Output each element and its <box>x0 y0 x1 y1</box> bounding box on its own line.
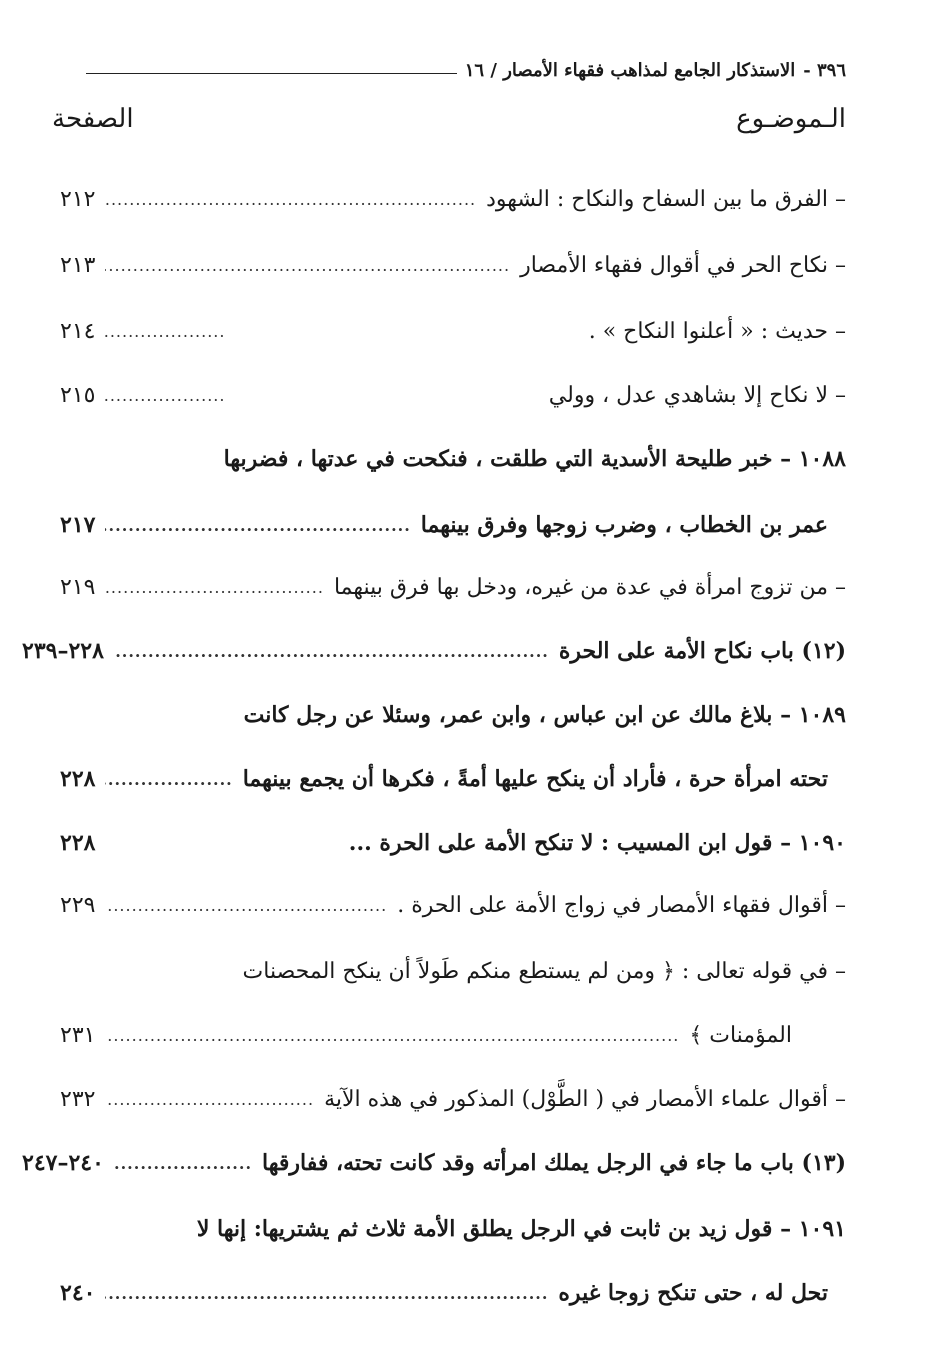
toc-entry <box>60 566 846 608</box>
toc-chapter <box>22 1142 846 1184</box>
header-rule <box>86 73 457 74</box>
topic-column-heading: الـموضـوع <box>736 104 846 134</box>
toc-entry <box>60 884 846 926</box>
entry-text: ١٠٩١ – قول زيد بن ثابت في الرجل يطلق الأمة ثلاث ثم يشتريها: إنها لا <box>196 1216 846 1242</box>
entry-text: – لا نكاح إلا بشاهدي عدل ، وولي <box>548 382 846 408</box>
toc-entry-numbered <box>60 694 846 736</box>
entry-page: ٢٣١ <box>60 1022 96 1048</box>
entry-text: ١٠٩٠ – قول ابن المسيب : لا تنكح الأمة على الحرة ... <box>348 830 846 856</box>
chapter-title: (١٢) باب نكاح الأمة على الحرة <box>558 638 846 664</box>
toc-entry <box>60 950 846 992</box>
entry-text: – حديث : « أعلنوا النكاح » . <box>588 318 846 344</box>
entry-page: ٢١٢ <box>60 186 96 212</box>
entry-page: ٢١٩ <box>60 574 96 600</box>
toc-chapter <box>22 630 846 672</box>
entry-page: ٢١٥ <box>60 382 96 408</box>
entry-text: – أقوال علماء الأمصار في ( الطَّوْل) المذكور في هذه الآية <box>324 1086 846 1112</box>
toc-entry-numbered <box>60 822 846 864</box>
entry-page: ٢٣٢ <box>60 1086 96 1112</box>
toc-entry-continuation <box>60 504 846 546</box>
entry-page: ٢٢٨ <box>60 830 96 856</box>
toc-entry-continuation <box>60 1014 846 1056</box>
toc-entry <box>60 244 846 286</box>
entry-text: – من تزوج امرأة في عدة من غيره، ودخل بها فرق بينهما <box>333 574 846 600</box>
entry-text: – أقوال فقهاء الأمصار في زواج الأمة على الحرة . <box>397 892 846 918</box>
entry-page: ٢٢٨ <box>60 766 96 792</box>
leader-dots <box>105 578 323 597</box>
entry-page: ٢٤٠ <box>60 1280 96 1306</box>
toc-entry-continuation <box>60 758 846 800</box>
entry-page: ٢١٣ <box>60 252 96 278</box>
toc-entry-continuation <box>60 1272 846 1314</box>
leader-dots <box>105 386 225 405</box>
leader-dots <box>105 256 510 275</box>
leader-dots <box>105 1284 548 1303</box>
entry-text: عمر بن الخطاب ، وضرب زوجها وفرق بينهما <box>420 512 828 538</box>
entry-page: ٢١٧ <box>60 512 96 538</box>
leader-dots <box>105 1026 679 1045</box>
entry-text: – نكاح الحر في أقوال فقهاء الأمصار <box>520 252 846 278</box>
running-header <box>86 60 846 81</box>
entry-text: تحل له ، حتى تنكح زوجا غيره <box>558 1280 828 1306</box>
entry-text: ١٠٨٩ – بلاغ مالك عن ابن عباس ، وابن عمر، وسئلا عن رجل كانت <box>243 702 846 728</box>
leader-dots <box>105 322 225 341</box>
leader-dots <box>105 896 387 915</box>
chapter-page-range: ٢٤٠–٢٤٧ <box>22 1150 104 1176</box>
toc-entry <box>60 1078 846 1120</box>
leader-dots <box>105 770 232 789</box>
leader-dots <box>105 1090 314 1109</box>
toc-entry <box>60 374 846 416</box>
chapter-page-range: ٢٢٨–٢٣٩ <box>22 638 104 664</box>
leader-dots <box>105 516 410 535</box>
toc-entry-numbered <box>60 1208 846 1250</box>
entry-text: – في قوله تعالى : ﴿ ومن لم يستطع منكم طَولاً أن ينكح المحصنات <box>242 958 846 984</box>
page-column-heading: الصفحة <box>52 104 134 134</box>
toc-entry-numbered <box>60 438 846 480</box>
entry-text: ١٠٨٨ – خبر طليحة الأسدية التي طلقت ، فنكحت في عدتها ، فضربها <box>223 446 846 472</box>
toc-entry <box>60 310 846 352</box>
leader-dots <box>105 190 476 209</box>
leader-dots <box>114 642 549 661</box>
page-number: ٣٩٦ - <box>803 60 846 81</box>
leader-dots <box>114 1154 252 1173</box>
toc-entry <box>60 178 846 220</box>
entry-text: المؤمنات ﴾ <box>689 1022 792 1048</box>
entry-page: ٢٢٩ <box>60 892 96 918</box>
book-title: الاستذكار الجامع لمذاهب فقهاء الأمصار / ١٦ <box>464 60 796 81</box>
chapter-title: (١٣) باب ما جاء في الرجل يملك امرأته وقد كانت تحته، ففارقها <box>262 1150 846 1176</box>
entry-page: ٢١٤ <box>60 318 96 344</box>
entry-text: تحته امرأة حرة ، فأراد أن ينكح عليها أمةً ، فكرها أن يجمع بينهما <box>242 766 828 792</box>
entry-text: – الفرق ما بين السفاح والنكاح : الشهود <box>486 186 846 212</box>
